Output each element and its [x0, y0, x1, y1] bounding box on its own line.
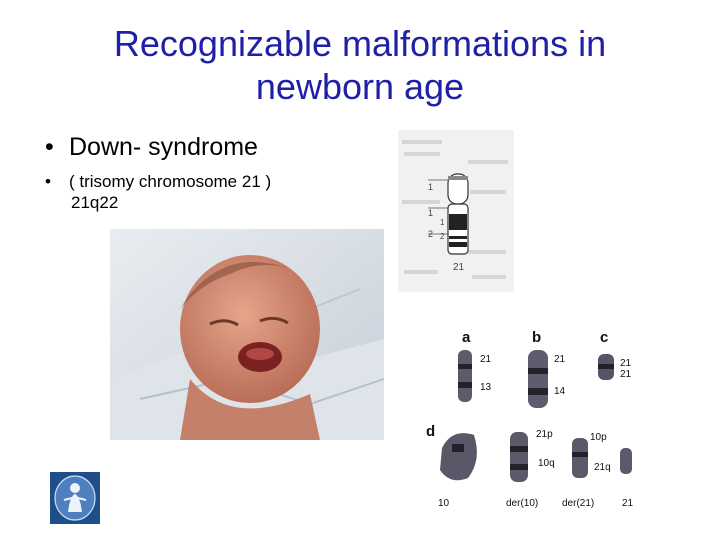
bullet-text: Down- syndrome — [69, 133, 258, 161]
band-label: 1 — [440, 218, 445, 227]
bullet-dot: • — [45, 133, 54, 161]
chromosome-label: 21 — [620, 358, 632, 369]
bullet-trisomy — [45, 171, 271, 213]
bullet-text: ( trisomy chromosome 21 ) — [69, 172, 272, 191]
panel-label-a: a — [462, 329, 471, 346]
bottom-label: der(21) — [562, 498, 595, 509]
bullet-subtext: 21q22 — [71, 193, 119, 212]
band-label: 1 — [428, 208, 434, 218]
bullet-down-syndrome — [45, 133, 258, 162]
baby-photo — [110, 229, 384, 440]
panel-label-b: b — [532, 329, 542, 346]
title-line-1: Recognizable malformations in — [113, 23, 607, 64]
karyotype-figure — [422, 320, 644, 512]
chromosome-label: 13 — [480, 382, 492, 393]
chromosome-label: 14 — [554, 386, 566, 397]
band-label: 2 — [428, 229, 434, 239]
bottom-label: 21 — [622, 498, 634, 509]
chromosome-label: 21 — [480, 354, 492, 365]
panel-label-d: d — [426, 423, 436, 440]
chromosome-number: 21 — [453, 262, 465, 273]
bottom-label: der(10) — [506, 498, 539, 509]
chromosome-label: 21 — [554, 354, 566, 365]
bullet-dot: • — [45, 172, 51, 191]
slide-title — [60, 22, 660, 108]
chromosome-21-ideogram — [398, 130, 514, 292]
panel-label-c: c — [600, 329, 609, 346]
chromosome-label: 21 — [620, 369, 632, 380]
band-label: 2 — [440, 232, 445, 241]
band-label: 1 — [428, 182, 434, 192]
chromosome-label: 10q — [538, 458, 555, 469]
bottom-label: 10 — [438, 498, 450, 509]
title-line-2: newborn age — [255, 66, 465, 107]
university-logo-icon — [50, 472, 100, 524]
chromosome-label: 21q — [594, 462, 611, 473]
chromosome-label: 21p — [536, 429, 553, 440]
chromosome-label: 10p — [590, 432, 607, 443]
